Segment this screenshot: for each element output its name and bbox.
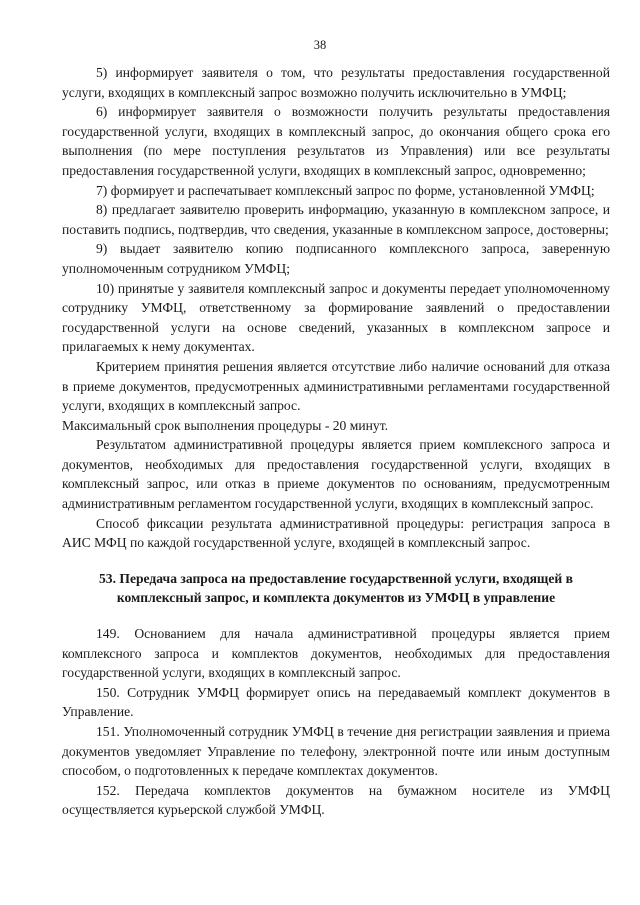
spacer bbox=[62, 553, 610, 569]
paragraph: Максимальный срок выполнения процедуры - 20 минут. bbox=[62, 417, 389, 433]
paragraph: Результатом административной процедуры является прием комплексного запроса и документов, необходимых для предоставления государственной услуги, входящих в комплексный запрос, или отказ в приеме документов по основаниям, предусмотренным административным регламентом государственной услуги, входящих в комплексный запрос. bbox=[62, 437, 610, 512]
document-body bbox=[62, 63, 610, 820]
paragraph: Критерием принятия решения является отсутствие либо наличие оснований для отказа в приеме документов, предусмотренных административными регламентами государственной услуги, входящих в комплексный запрос. bbox=[62, 358, 610, 414]
paragraph: 150. Сотрудник УМФЦ формирует опись на передаваемый комплект документов в Управление. bbox=[62, 684, 610, 720]
paragraph: 149. Основанием для начала административной процедуры является прием комплексного запроса и комплектов документов, необходимых для предоставления государственной услуги, входящих в комплексный запрос. bbox=[62, 626, 610, 681]
spacer bbox=[62, 608, 610, 624]
paragraph: 7) формирует и распечатывает комплексный запрос по форме, установленной УМФЦ; bbox=[96, 182, 595, 198]
section-heading: 53. Передача запроса на предоставление государственной услуги, входящей в комплексный запрос, и комплекта документов из УМФЦ в управление bbox=[98, 570, 574, 606]
paragraph: 10) принятые у заявителя комплексный запрос и документы передает уполномоченному сотруднику УМФЦ, ответственному за формирование заявлений о предоставлении государственной услуги на основе сведений, указанных в комплексном запросе и прилагаемых к нему документах. bbox=[62, 280, 610, 355]
paragraph: 8) предлагает заявителю проверить информацию, указанную в комплексном запросе, и поставить подпись, подтвердив, что сведения, указанные в комплексном запросе, достоверны; bbox=[62, 202, 610, 237]
page-number: 38 bbox=[313, 38, 327, 52]
paragraph: Способ фиксации результата административной процедуры: регистрация запроса в АИС МФЦ по каждой государственной услуге, входящей в комплексный запрос. bbox=[62, 515, 610, 551]
paragraph: 6) информирует заявителя о возможности получить результаты предоставления государственной услуги, входящих в комплексный запрос, до окончания общего срока его выполнения (по мере поступления результатов из Управления) или все результаты предоставления государственной услуги, входящих в комплексный запрос, одновременно; bbox=[62, 104, 610, 178]
paragraphs-before-heading bbox=[62, 63, 610, 553]
paragraph: 9) выдает заявителю копию подписанного комплексного запроса, заверенную уполномоченным сотрудником УМФЦ; bbox=[62, 241, 610, 276]
paragraph: 152. Передача комплектов документов на бумажном носителе из УМФЦ осуществляется курьерской службой УМФЦ. bbox=[62, 782, 610, 818]
paragraphs-after-heading bbox=[62, 624, 610, 820]
paragraph: 151. Уполномоченный сотрудник УМФЦ в течение дня регистрации заявления и приема документов уведомляет Управление по телефону, электронной почте или иным доступным способом, о подготовленных к передаче комплектах документов. bbox=[62, 724, 610, 779]
paragraph: 5) информирует заявителя о том, что результаты предоставления государственной услуги, входящих в комплексный запрос возможно получить исключительно в УМФЦ; bbox=[62, 65, 610, 100]
